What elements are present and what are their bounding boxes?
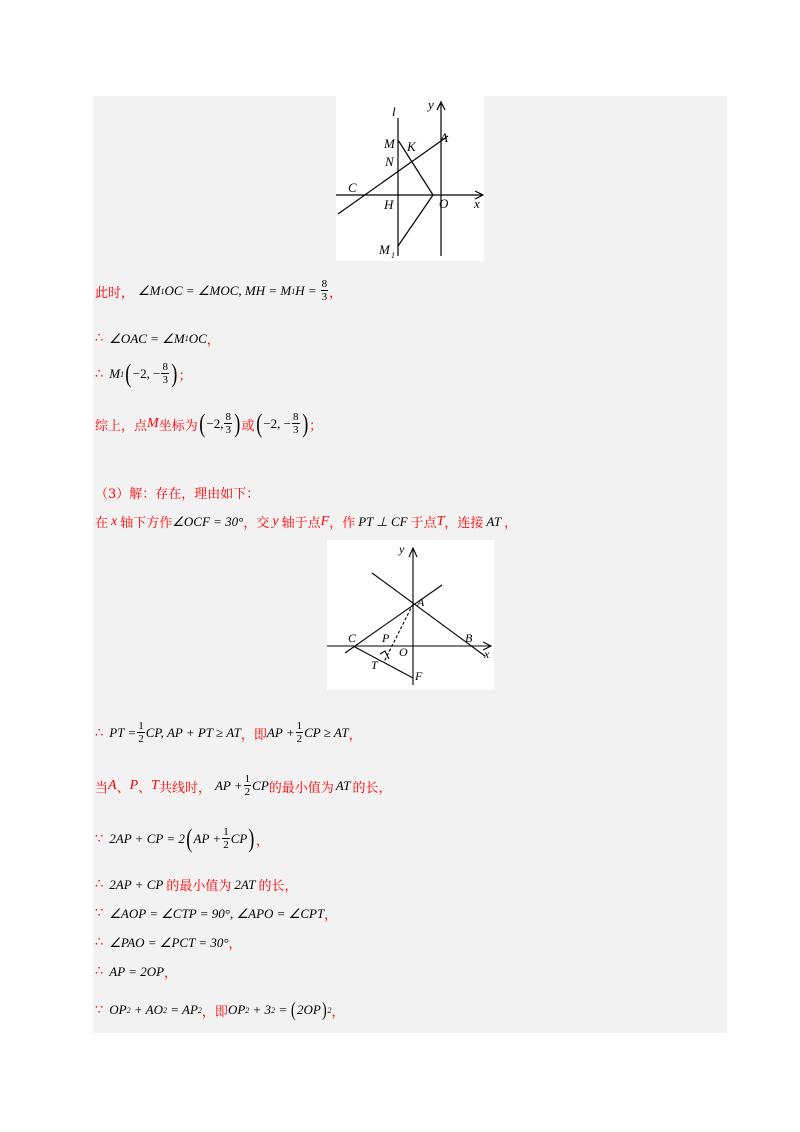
label-a: A xyxy=(417,595,425,609)
text: ， xyxy=(331,1004,345,1020)
math: AT xyxy=(486,513,502,529)
label-x: x xyxy=(484,647,490,661)
text: ， xyxy=(256,833,270,849)
therefore-symbol: ∴ xyxy=(95,935,104,950)
text: 综上，点 xyxy=(95,418,148,434)
label-y: y xyxy=(428,97,434,112)
solution-line-5 xyxy=(95,483,259,502)
therefore-symbol: ∴ xyxy=(95,725,104,741)
denominator: 3 xyxy=(162,374,168,386)
figure-2-drawing xyxy=(327,540,494,690)
text: 的长， xyxy=(352,780,392,796)
text: 轴于点 xyxy=(281,516,321,531)
solution-line-13 xyxy=(95,962,177,981)
variable: y xyxy=(272,513,279,529)
math: AP + xyxy=(214,778,243,793)
variable: M xyxy=(147,416,159,431)
text: 于点 xyxy=(410,516,437,531)
subscript: 1 xyxy=(184,334,189,343)
math: 2OP xyxy=(297,1002,321,1017)
denominator: 2 xyxy=(138,733,144,745)
label-l: l xyxy=(392,104,396,119)
solution-line-10 xyxy=(95,875,298,894)
text: ， xyxy=(228,937,242,952)
paren-open: ( xyxy=(199,409,206,438)
math: CP xyxy=(230,831,248,846)
math: ∠OCF = 30° xyxy=(172,513,244,529)
section-heading: （3）解：存在，理由如下： xyxy=(95,487,260,502)
math: ∠M xyxy=(138,283,161,298)
variable: A xyxy=(108,778,117,793)
denominator: 2 xyxy=(244,786,251,798)
denominator: 3 xyxy=(225,424,231,436)
text: ， xyxy=(206,333,220,348)
subscript: 1 xyxy=(160,286,165,296)
line-ca xyxy=(345,585,442,653)
paren-open: ( xyxy=(255,409,263,438)
numerator: 1 xyxy=(223,826,229,838)
variable: x xyxy=(111,513,118,529)
label-a: A xyxy=(440,130,448,145)
text: 、 xyxy=(138,780,152,796)
paren-open: ( xyxy=(186,824,193,853)
solution-line-4 xyxy=(95,411,322,437)
label-o: O xyxy=(439,196,449,211)
text: 在 xyxy=(95,516,109,531)
text: ，连接 xyxy=(444,516,484,531)
math: CP ≥ AT xyxy=(304,725,349,740)
paren-close: ) xyxy=(301,409,308,438)
because-symbol: ∵ xyxy=(95,906,104,921)
denominator: 2 xyxy=(296,733,303,745)
variable: T xyxy=(436,513,445,529)
text: ， xyxy=(329,285,343,301)
label-f: F xyxy=(415,669,423,683)
therefore-symbol: ∴ xyxy=(95,964,104,979)
math: 2AP + CP = 2 xyxy=(109,831,185,846)
superscript: 2 xyxy=(163,1005,167,1015)
fraction xyxy=(224,412,232,436)
solution-line-14 xyxy=(95,1000,345,1020)
math: OP xyxy=(109,1002,127,1017)
math: PT = xyxy=(109,725,137,740)
fraction xyxy=(321,279,329,303)
subscript: 1 xyxy=(291,286,296,296)
text: ， xyxy=(348,727,362,743)
label-y: y xyxy=(399,542,405,556)
label-t: T xyxy=(371,658,378,672)
numerator: 8 xyxy=(293,411,299,423)
label-m1: M xyxy=(379,242,390,257)
math: AP + xyxy=(266,725,295,740)
text: ，即 xyxy=(201,1004,228,1020)
solution-line-1 xyxy=(95,279,342,303)
superscript: 2 xyxy=(197,1005,202,1015)
text: 此时， xyxy=(95,285,135,301)
math: AP = 2OP xyxy=(109,963,165,979)
text: ，即 xyxy=(240,727,267,743)
text: ，作 xyxy=(329,516,356,531)
text: ，交 xyxy=(243,516,270,531)
denominator: 3 xyxy=(293,424,299,436)
fraction xyxy=(222,827,230,851)
math: OP xyxy=(227,1002,246,1017)
math: 2AT xyxy=(234,876,256,892)
label-c: C xyxy=(348,631,357,645)
variable: P xyxy=(129,778,139,793)
math: OC = ∠MOC, MH = M xyxy=(164,283,292,298)
text: 坐标为 xyxy=(158,418,198,434)
math: = xyxy=(275,1002,291,1017)
text: ， xyxy=(164,966,178,981)
paren-open: ( xyxy=(125,359,132,388)
variable: T xyxy=(151,778,159,793)
solution-line-12 xyxy=(95,933,242,952)
text: ， xyxy=(324,908,338,923)
solution-line-7 xyxy=(95,721,362,745)
math: PT ⊥ CF xyxy=(358,513,408,529)
therefore-symbol: ∴ xyxy=(95,331,104,346)
solution-line-2 xyxy=(95,329,220,348)
denominator: 3 xyxy=(321,291,328,303)
fraction xyxy=(296,721,304,745)
math: H = xyxy=(295,283,317,298)
superscript: 2 xyxy=(271,1005,276,1015)
text: ； xyxy=(309,418,323,434)
fraction xyxy=(292,412,300,436)
solution-line-8 xyxy=(95,774,392,798)
numerator: 8 xyxy=(225,411,231,423)
numerator: 1 xyxy=(244,773,251,785)
label-h: H xyxy=(384,197,394,212)
text: 轴下方作 xyxy=(120,516,173,531)
solution-line-6 xyxy=(95,512,517,531)
math: −2, xyxy=(206,416,224,431)
label-n: N xyxy=(385,154,394,169)
math: −2, − xyxy=(263,416,291,431)
paren-close: ) xyxy=(321,999,327,1021)
label-o: O xyxy=(399,645,408,659)
math: ∠AOP = ∠CTP = 90°, ∠APO = ∠CPT xyxy=(109,905,325,921)
solution-line-3 xyxy=(95,361,192,387)
figure-1-drawing xyxy=(336,96,484,261)
coordinate-figure-1 xyxy=(336,96,484,261)
numerator: 1 xyxy=(296,720,303,732)
because-symbol: ∵ xyxy=(95,831,104,847)
numerator: 8 xyxy=(321,278,328,290)
text: 的最小值为 xyxy=(166,879,232,894)
math: 2AP + CP xyxy=(109,876,164,892)
text: 、 xyxy=(116,780,130,796)
math: OC xyxy=(188,330,207,346)
subscript: 1 xyxy=(120,369,125,379)
superscript: 2 xyxy=(245,1005,250,1015)
text: 的最小值为 xyxy=(268,780,334,796)
math: AP + xyxy=(193,831,222,846)
coordinate-figure-2 xyxy=(327,540,494,690)
label-p: P xyxy=(382,631,390,645)
label-b: B xyxy=(465,631,473,645)
paren-close: ) xyxy=(234,409,241,438)
math: −2, − xyxy=(132,366,161,381)
therefore-symbol: ∴ xyxy=(95,366,104,382)
math: CP xyxy=(252,778,269,793)
label-c: C xyxy=(348,180,357,195)
paren-close: ) xyxy=(171,359,178,388)
variable: F xyxy=(320,513,330,529)
label-m: M xyxy=(384,136,395,151)
text: 的长， xyxy=(258,879,298,894)
paren-open: ( xyxy=(291,999,297,1021)
math: ∠OAC = ∠M xyxy=(109,330,185,346)
text: 或 xyxy=(241,418,255,434)
solution-line-11 xyxy=(95,904,337,923)
label-k: K xyxy=(407,139,416,154)
text: 共线时， xyxy=(158,780,211,796)
solution-line-9 xyxy=(95,826,269,852)
fraction xyxy=(137,721,145,745)
paren-close: ) xyxy=(248,824,255,853)
superscript: 2 xyxy=(126,1005,131,1015)
text: ； xyxy=(178,368,192,384)
math: ∠PAO = ∠PCT = 30° xyxy=(109,934,229,950)
fraction xyxy=(161,362,169,386)
because-symbol: ∵ xyxy=(95,1002,104,1018)
text: 当 xyxy=(95,780,109,796)
therefore-symbol: ∴ xyxy=(95,877,104,892)
fraction xyxy=(244,774,252,798)
math: AT xyxy=(335,778,351,793)
numerator: 8 xyxy=(162,361,168,373)
math: CP, AP + PT ≥ AT xyxy=(145,725,241,740)
math: + AO xyxy=(130,1002,163,1017)
segment-m1o xyxy=(398,195,433,246)
superscript: 2 xyxy=(327,1005,332,1015)
math: M xyxy=(109,366,121,381)
denominator: 2 xyxy=(223,839,229,851)
math: = AP xyxy=(167,1002,198,1017)
math: + 3 xyxy=(249,1002,272,1017)
numerator: 1 xyxy=(138,720,144,732)
text: ， xyxy=(504,516,518,531)
label-x: x xyxy=(474,196,480,211)
label-m1-sub: 1 xyxy=(391,251,395,260)
